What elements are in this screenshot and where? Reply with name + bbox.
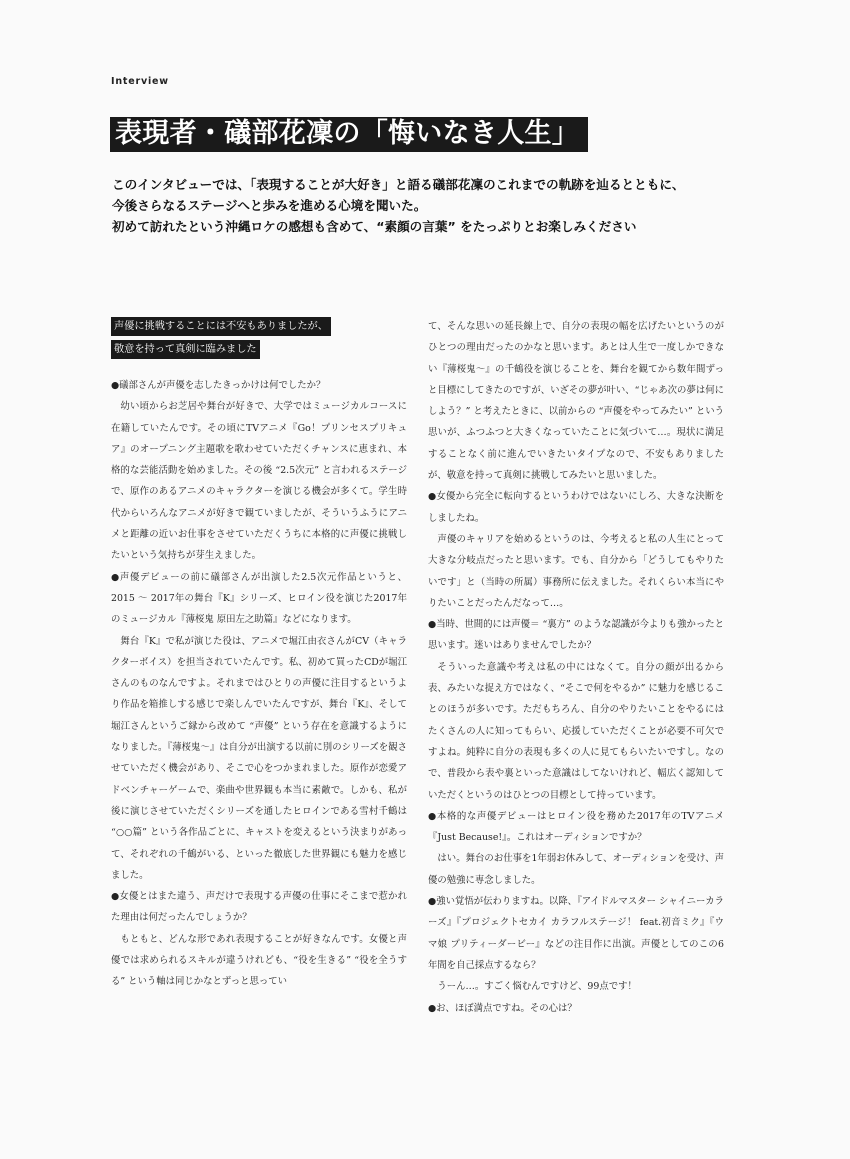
question-paragraph: ●お、ほぼ満点ですね。その心は？ (428, 1002, 577, 1014)
lead-line: 今後さらなるステージへと歩みを進める心境を聞いた。 (112, 198, 427, 213)
answer-paragraph: もともと、どんな形であれ表現することが好きなんです。女優と声優では求められるスキルが違うけれども、“役を生きる” “役を全うする” という軸は同じかなとずっと思ってい (111, 933, 407, 988)
lead-line: このインタビューでは、「表現することが大好き」と語る礒部花凜のこれまでの軌跡を辿るとともに、 (112, 177, 685, 192)
question-paragraph: ●本格的な声優デビューはヒロイン役を務めた2017年のTVアニメ『Just Because!』。これはオーディションですか？ (428, 810, 724, 844)
question-paragraph: ●当時、世間的には声優＝ “裏方” のような認識が今よりも強かったと思います。迷いはありませんでしたか？ (428, 619, 724, 652)
left-column (111, 316, 407, 993)
continued-paragraph: て、そんな思いの延長線上で、自分の表現の幅を広げたいというのがひとつの理由だったのかなと思います。あとは人生で一度しかできない『薄桜鬼～』の千鶴役を演じることを、舞台を観てから数年間ずっと目標にしてきたのですが、いざその夢が叶い、“じゃあ次の夢は何にしよう？” と考えたときに、以前からの “声優をやってみたい” という思いが、ふつふつと大きくなっていたことに気づいて…。現状に満足することなく前に進んでいきたいタイプなので、不安もありましたが、敬意を持って真剣に挑戦してみたいと思いました。 (428, 321, 724, 482)
answer-paragraph: うーん…。すごく悩むんですけど、99点です！ (437, 981, 637, 993)
question-paragraph: ●礒部さんが声優を志したきっかけは何でしたか？ (111, 380, 326, 391)
answer-paragraph: 舞台『K』で私が演じた役は、アニメで堀江由衣さんがCV（キャラクターボイス）を担当されていたんです。私、初めて買ったCDが堀江さんのものなんですよ。それまではひとりの声優に注目するというより作品を箱推しする感じで楽しんでいたんですが、舞台『K』、そして堀江さんというご縁から改めて “声優” という存在を意識するようになりました。『薄桜鬼～』は自分が出演する以前に別のシリーズを観させていただく機会があり、そこで心をつかまれました。原作が恋愛アドベンチャーゲームで、楽曲や世界観も本当に素敵で。しかも、私が後に演じさせていただくシリーズを通したヒロインである雪村千鶴は “○○篇” という各作品ごとに、キャストを変えるという決まりがあって、それぞれの千鶴がいる、といった徹底した世界観にも魅力を感じました。 (111, 635, 407, 881)
right-column (428, 316, 724, 1019)
question-paragraph: ●声優デビューの前に礒部さんが出演した2.5次元作品というと、2015 ～ 2017年の舞台『K』シリーズ、ヒロイン役を演じた2017年のミュージカル『薄桜鬼 原田左之助篇』などになります。 (111, 571, 407, 626)
question-paragraph: ●女優から完全に転向するというわけではないにしろ、大きな決断をしましたね。 (428, 491, 724, 524)
answer-paragraph: 幼い頃からお芝居や舞台が好きで、大学ではミュージカルコースに在籍していたんです。その頃にTVアニメ『Go！プリンセスプリキュア』のオープニング主題歌を歌わせていただくチャンスに恵まれ、本格的な芸能活動を始めました。その後 “2.5次元” と言われるステージで、原作のあるアニメのキャラクターを演じる機会が多くて。学生時代からいろんなアニメが好きで観ていましたが、そういうふうにアニメと距離の近いお仕事をさせていただくうちに本格的に声優に挑戦したいという気持ちが芽生えました。 (111, 401, 407, 562)
question-paragraph: ●強い覚悟が伝わりますね。以降、『アイドルマスター シャイニーカラーズ』『プロジェクトセカイ カラフルステージ！ feat.初音ミク』『ウマ娘 プリティーダービー』などの注目作に出演。声優としてのこの6年間を自己採点するなら？ (428, 896, 724, 971)
answer-paragraph: 声優のキャリアを始めるというのは、今考えると私の人生にとって大きな分岐点だったと思います。でも、自分から「どうしてもやりたいです」と（当時の所属）事務所に伝えました。それくらい本当にやりたいことだったんだなって…。 (428, 533, 724, 609)
subheading-line: 声優に挑戦することには不安もありましたが、 (111, 317, 331, 336)
subheading (111, 316, 407, 362)
subheading-line: 敬意を持って真剣に臨みました (111, 340, 260, 359)
question-paragraph: ●女優とはまた違う、声だけで表現する声優の仕事にそこまで惹かれた理由は何だったんでしょうか？ (111, 891, 407, 924)
answer-paragraph: そういった意識や考えは私の中にはなくて。自分の顔が出るから表、みたいな捉え方ではなく、“そこで何をやるか” に魅力を感じることのほうが多いです。ただもちろん、自分のやりたいことをやるにはたくさんの人に知ってもらい、応援していただくことが必要不可欠ですよね。純粋に自分の表現も多くの人に見てもらいたいですし。なので、普段から表や裏といった意識はしてないけれど、幅広く認知していただくというのはひとつの目標として持っています。 (428, 661, 724, 801)
answer-paragraph: はい。舞台のお仕事を1年弱お休みして、オーディションを受け、声優の勉強に専念しました。 (428, 853, 724, 886)
lead-line: 初めて訪れたという沖縄ロケの感想も含めて、“素顔の言葉” をたっぷりとお楽しみください (112, 219, 637, 234)
lead-paragraph (112, 174, 742, 237)
section-label: Interview (111, 76, 169, 87)
article-title: 表現者・礒部花凜の「悔いなき人生」 (110, 117, 588, 152)
